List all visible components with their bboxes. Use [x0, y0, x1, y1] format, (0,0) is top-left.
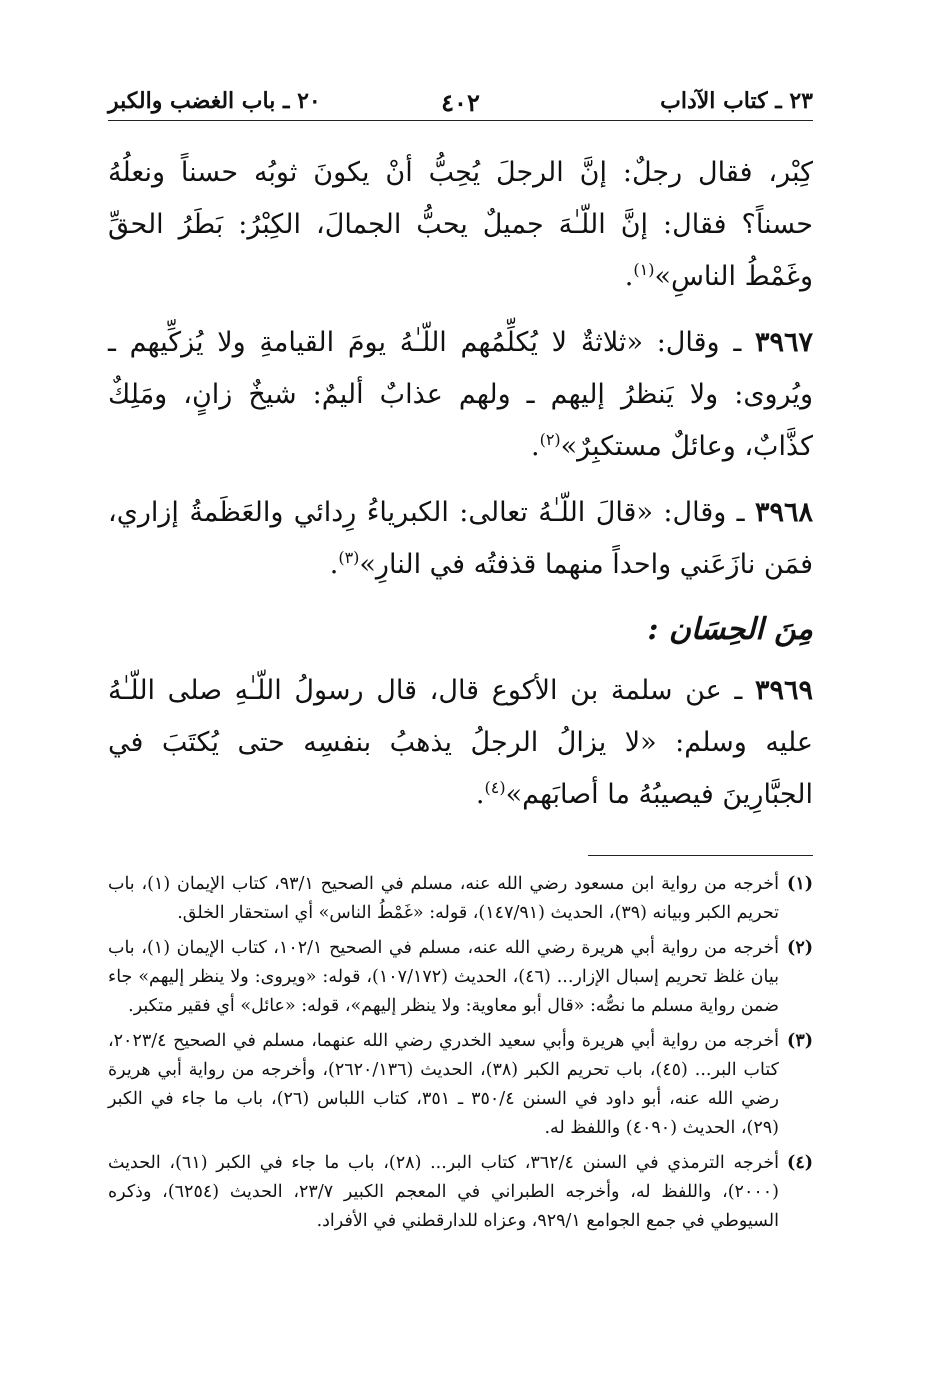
footnote-number: (٤)	[787, 1153, 813, 1173]
footnote	[108, 1027, 813, 1143]
footnote-ref[interactable]: (٣)	[338, 548, 360, 567]
hadith-text: ـ وقال: «ثلاثةٌ لا يُكلِّمُهم اللّـٰهُ يومَ القيامةِ ولا يُزكِّيهم ـ ويُروى: ولا يَنظرُ إليهم ـ ولهم عذابٌ أليمٌ: شيخٌ زانٍ، ومَلِكٌ كذَّابٌ، وعائلٌ مستكبِرٌ»	[108, 327, 813, 462]
footnote	[108, 934, 813, 1021]
running-header	[108, 82, 813, 121]
hadith-number: ٣٩٦٧	[754, 327, 813, 358]
hadith-3968	[108, 487, 813, 591]
header-book-title: ٢٣ ـ كتاب الآداب	[660, 88, 813, 114]
hadith-text: ـ وقال: «قالَ اللّـٰهُ تعالى: الكبرياءُ رِدائي والعَظَمةُ إزاري، فمَن نازَعَني واحداً منهما قذفتُه في النارِ»	[108, 497, 813, 580]
header-chapter-title: ٢٠ ـ باب الغضب والكبر	[108, 88, 321, 114]
footnote-separator	[588, 855, 813, 856]
header-page-number: ٤٠٢	[441, 88, 480, 117]
hadith-3967	[108, 317, 813, 473]
section-heading: مِنَ الحِسَان :	[647, 612, 813, 647]
footnote-number: (٢)	[787, 938, 813, 958]
main-text	[108, 147, 813, 821]
hadith-number: ٣٩٦٨	[754, 497, 813, 528]
paragraph-end: .	[624, 261, 634, 292]
footnote-text: أخرجه من رواية أبي هريرة وأبي سعيد الخدري رضي الله عنهما، مسلم في الصحيح ٢٠٢٣/٤، كتاب البر... (٤٥)، باب تحريم الكبر (٣٨)، الحديث (٢٦٢٠/١٣٦)، وأخرجه من رواية أبي هريرة رضي الله عنه، أبو داود في السنن ٣٥٠/٤ ـ ٣٥١، كتاب اللباس (٢٦)، باب ما جاء في الكبر (٢٩)، الحديث (٤٠٩٠) واللفظ له.	[108, 1031, 779, 1138]
paragraph-text: كِبْر، فقال رجلٌ: إنَّ الرجلَ يُحِبُّ أنْ يكونَ ثوبُه حسناً ونعلُهُ حسناً؟ فقال: إنَّ اللّـٰهَ جميلٌ يحبُّ الجمالَ، الكِبْرُ: بَطَرُ الحقِّ وغَمْطُ الناسِ»	[108, 157, 813, 292]
footnote-ref[interactable]: (٤)	[484, 778, 506, 797]
document-page	[108, 82, 813, 1242]
footnote-ref[interactable]: (١)	[633, 260, 655, 279]
paragraph-continuation	[108, 147, 813, 303]
footnote-number: (٣)	[787, 1031, 813, 1051]
footnote	[108, 1149, 813, 1236]
footnotes	[108, 870, 813, 1236]
footnote	[108, 870, 813, 928]
hadith-3969	[108, 665, 813, 821]
footnote-text: أخرجه الترمذي في السنن ٣٦٢/٤، كتاب البر... (٢٨)، باب ما جاء في الكبر (٦١)، الحديث (٢٠٠٠)، واللفظ له، وأخرجه الطبراني في المعجم الكبير ٢٣/٧، الحديث (٦٢٥٤)، وذكره السيوطي في جمع الجوامع ٩٢٩/١، وعزاه للدارقطني في الأفراد.	[108, 1153, 779, 1231]
footnote-ref[interactable]: (٢)	[539, 430, 561, 449]
footnote-text: أخرجه من رواية ابن مسعود رضي الله عنه، مسلم في الصحيح ٩٣/١، كتاب الإيمان (١)، باب تحريم الكبر وبيانه (٣٩)، الحديث (١٤٧/٩١)، قوله: «غَمْطُ الناس» أي استحقار الخلق.	[108, 874, 779, 923]
footnote-number: (١)	[787, 874, 813, 894]
hadith-end: .	[475, 779, 485, 810]
hadith-end: .	[329, 549, 339, 580]
hadith-text: ـ عن سلمة بن الأكوع قال، قال رسولُ اللّـٰهِ صلى اللّـٰهُ عليه وسلم: «لا يزالُ الرجلُ يذهبُ بنفسِه حتى يُكتَبَ في الجبَّارِينَ فيصيبُهُ ما أصابَهم»	[108, 675, 813, 810]
hadith-number: ٣٩٦٩	[754, 675, 813, 706]
hadith-end: .	[530, 431, 540, 462]
footnote-text: أخرجه من رواية أبي هريرة رضي الله عنه، مسلم في الصحيح ١٠٢/١، كتاب الإيمان (١)، باب بيان غلظ تحريم إسبال الإزار... (٤٦)، الحديث (١٠٧/١٧٢)، قوله: «ويروى: ولا ينظر إليهم» جاء ضمن رواية مسلم ما نصُّه: «قال أبو معاوية: ولا ينظر إليهم»، قوله: «عائل» أي فقير متكبر.	[108, 938, 780, 1016]
